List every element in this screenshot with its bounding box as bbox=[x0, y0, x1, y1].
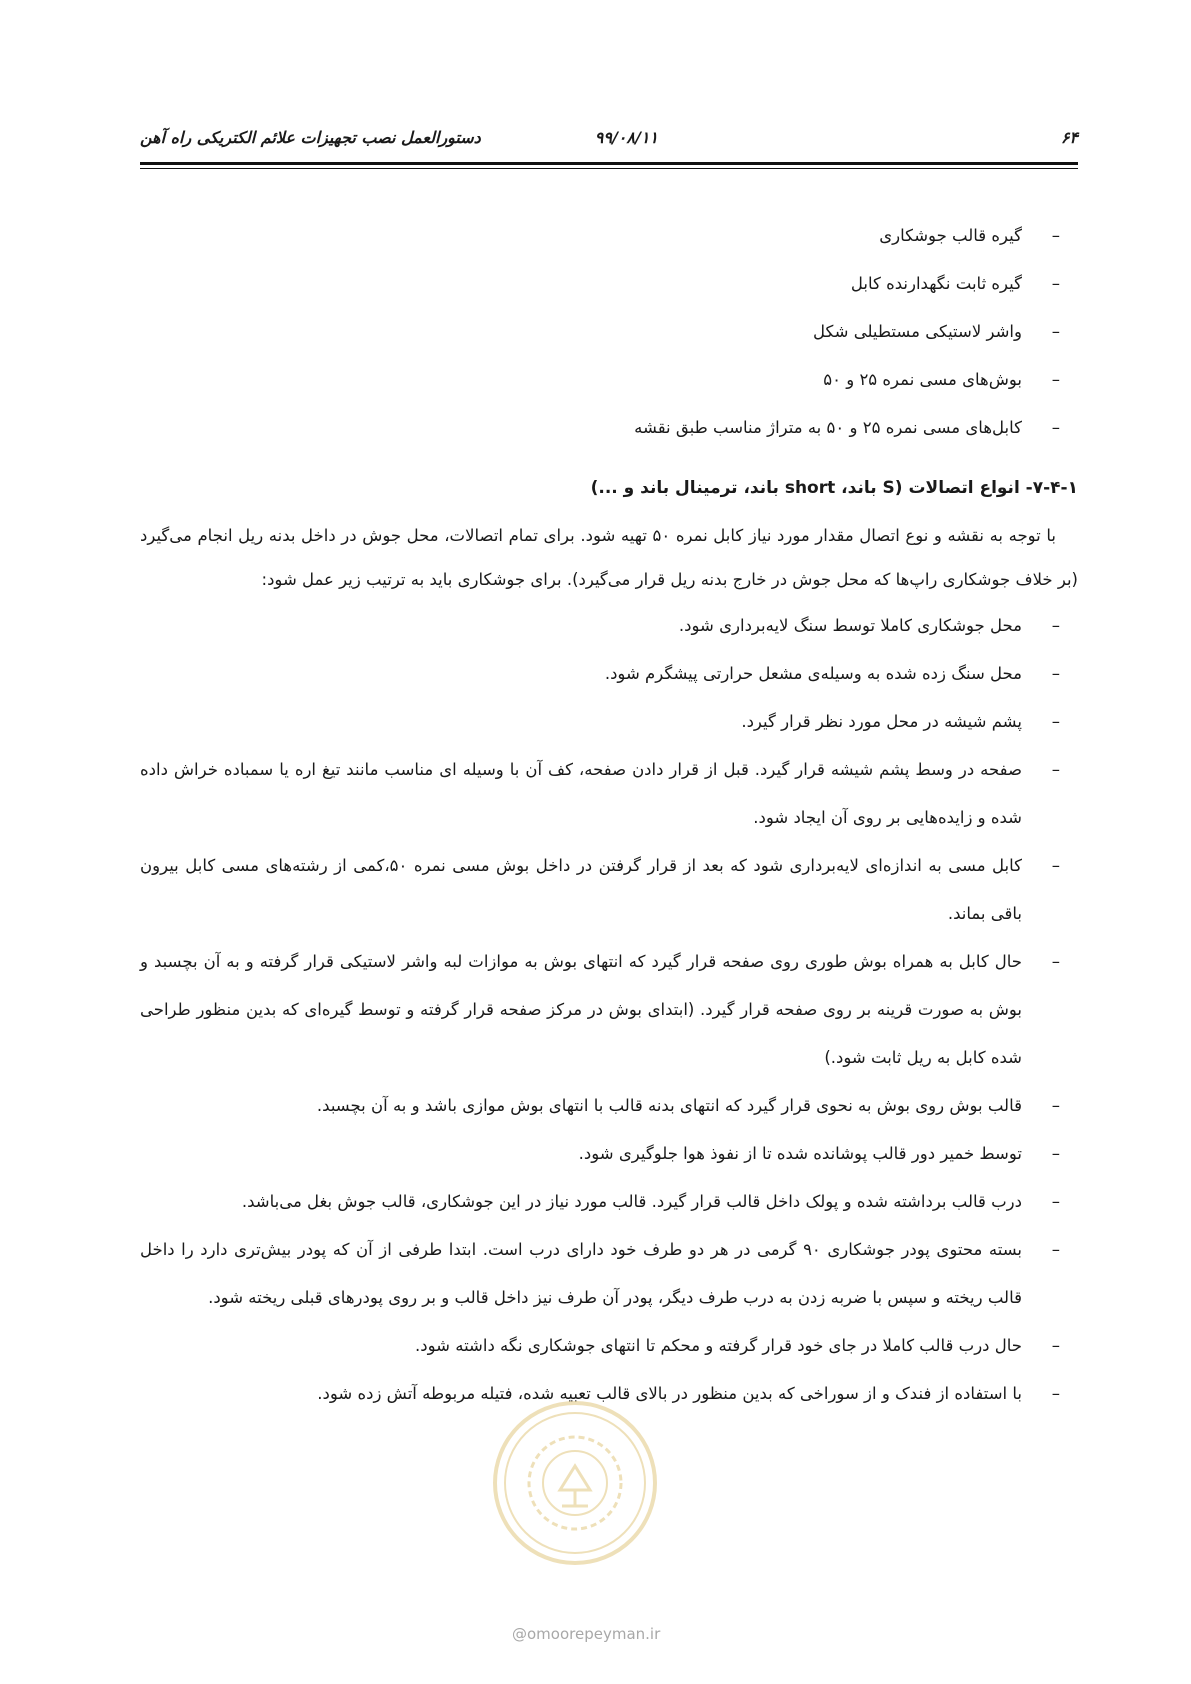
seal-stamp-icon bbox=[490, 1398, 660, 1568]
watermark-text: @omoorepeyman.ir bbox=[512, 1625, 661, 1643]
list-item: – با استفاده از فندک و از سوراخی که بدین منظور در بالای قالب تعبیه شده، فتیله مربوطه آتش زده شود. bbox=[140, 1370, 1078, 1418]
list-item: – بسته محتوی پودر جوشکاری ۹۰ گرمی در هر دو طرف خود دارای درب است. ابتدا طرفی از آن که پودر بیش‌تری دارد را داخل قالب ریخته و سپس با ضربه زدن به درب طرف دیگر، پودر آن طرف نیز داخل قالب و بر روی پودرهای قبلی ریخته شود. bbox=[140, 1226, 1078, 1322]
page-number: ۶۴ bbox=[1060, 128, 1078, 147]
list-item: – حال درب قالب کاملا در جای خود قرار گرفته و محکم تا انتهای جوشکاری نگه داشته شود. bbox=[140, 1322, 1078, 1370]
list-item: – قالب بوش روی بوش به نحوی قرار گیرد که انتهای بدنه قالب با انتهای بوش موازی باشد و به آن بچسبد. bbox=[140, 1082, 1078, 1130]
list-item: – گیره قالب جوشکاری bbox=[140, 212, 1078, 260]
list-item: – توسط خمیر دور قالب پوشانده شده تا از نفوذ هوا جلوگیری شود. bbox=[140, 1130, 1078, 1178]
list-item: – واشر لاستیکی مستطیلی شکل bbox=[140, 308, 1078, 356]
list-item: – محل سنگ زده شده به وسیله‌ی مشعل حرارتی پیشگرم شود. bbox=[140, 650, 1078, 698]
document-title: دستورالعمل نصب تجهیزات علائم الکتریکی راه آهن bbox=[140, 128, 481, 147]
section-intro: با توجه به نقشه و نوع اتصال مقدار مورد نیاز کابل نمره ۵۰ تهیه شود. برای تمام اتصالات، محل جوش در داخل بدنه ریل انجام می‌گیرد (بر خلاف جوشکاری راپ‌ها که محل جوش در خارج بدنه ریل قرار می‌گیرد). برای جوشکاری باید به ترتیب زیر عمل شود: bbox=[140, 526, 1078, 589]
section-heading: ۷-۴-۱- انواع اتصالات (S باند، short باند، ترمینال باند و ...) bbox=[590, 478, 1078, 498]
list-item: – پشم شیشه در محل مورد نظر قرار گیرد. bbox=[140, 698, 1078, 746]
list-item: – حال کابل به همراه بوش طوری روی صفحه قرار گیرد که انتهای بوش به موازات لبه واشر لاستیکی قرار گرفته و به آن بچسبد و بوش به صورت قرینه بر روی صفحه قرار گیرد. (ابتدای بوش در مرکز صفحه قرار گرفته و توسط گیره‌ای که بدین منظور طراحی شده کابل به ریل ثابت شود.) bbox=[140, 938, 1078, 1082]
list-item: – گیره ثابت نگهدارنده کابل bbox=[140, 260, 1078, 308]
list-item: – کابل مسی به اندازه‌ای لایه‌برداری شود که بعد از قرار گرفتن در داخل بوش مسی نمره ۵۰،کمی از رشته‌های مسی کابل بیرون باقی بماند. bbox=[140, 842, 1078, 938]
equipment-list bbox=[140, 212, 1078, 452]
main-content bbox=[140, 212, 1078, 1418]
procedure-list bbox=[140, 602, 1078, 1418]
header-rule-thin bbox=[140, 168, 1078, 169]
list-item: – بوش‌های مسی نمره ۲۵ و ۵۰ bbox=[140, 356, 1078, 404]
header-date: ۹۹/۰۸/۱۱ bbox=[594, 128, 658, 147]
list-item: – درب قالب برداشته شده و پولک داخل قالب قرار گیرد. قالب مورد نیاز در این جوشکاری، قالب جوش بغل می‌باشد. bbox=[140, 1178, 1078, 1226]
list-item: – محل جوشکاری کاملا توسط سنگ لایه‌برداری شود. bbox=[140, 602, 1078, 650]
list-item: – کابل‌های مسی نمره ۲۵ و ۵۰ به متراژ مناسب طبق نقشه bbox=[140, 404, 1078, 452]
list-item: – صفحه در وسط پشم شیشه قرار گیرد. قبل از قرار دادن صفحه، کف آن با وسیله ای مناسب مانند تیغ اره یا سمباده خراش داده شده و زایده‌هایی بر روی آن ایجاد شود. bbox=[140, 746, 1078, 842]
header-rule-thick bbox=[140, 162, 1078, 165]
running-header bbox=[140, 128, 1078, 156]
